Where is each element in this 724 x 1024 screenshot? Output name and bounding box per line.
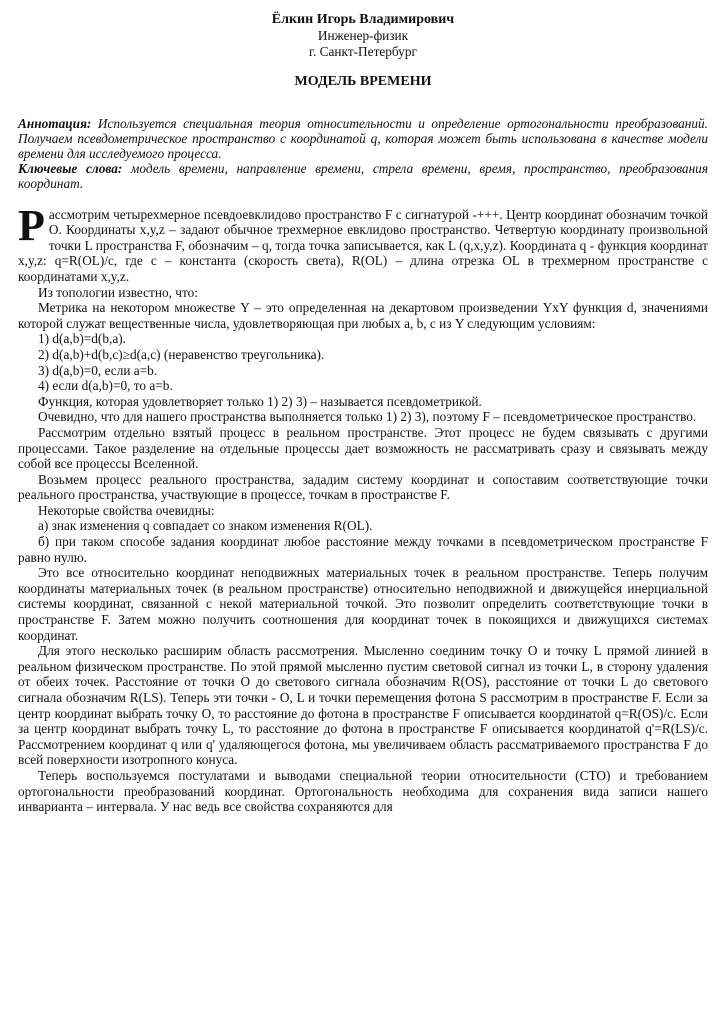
paragraph: Функция, которая удовлетворяет только 1) 2) 3) – называется псевдометрикой. bbox=[38, 393, 482, 409]
paragraph: Некоторые свойства очевидны: bbox=[38, 502, 215, 518]
paper-title: МОДЕЛЬ ВРЕМЕНИ bbox=[294, 74, 432, 89]
author-name: Ёлкин Игорь Владимирович bbox=[271, 12, 455, 27]
abstract-text: Используется специальная теория относительности и определение ортогональности преобразований. Получаем псевдометрическое пространство с координатой q, которая может быть использована в качестве модели времени для исследуемого процесса. bbox=[18, 115, 708, 161]
abstract bbox=[18, 116, 708, 161]
paragraph-intro-text: ассмотрим четырехмерное псевдоевклидово пространство F с сигнатурой -+++. Центр координат обозначим точкой О. Координаты x,y,z – задают обычное трехмерное евклидово пространство. Четвертую координату произвольной точки L пространства F, обозначим – q, тогда точка записывается, как L (q,x,y,z). Координата q - функция координат x,y,z: q=R(OL)/c, где с – константа (скорость света), R(OL) – длина отрезка OL в трехмерном пространстве с координатами x,y,z. bbox=[18, 206, 708, 284]
paragraph: Рассмотрим отдельно взятый процесс в реальном пространстве. Этот процесс не будем связывать с другими процессами. Такое разделение на отдельные процессы дает возможность не рассматривать сразу и связывать между собой все процессы Вселенной. bbox=[18, 424, 708, 472]
paragraph: Теперь воспользуемся постулатами и выводами специальной теории относительности (СТО) и требованием ортогональности преобразований координат. Ортогональность необходима для сохранения вида записи нашего инварианта – интервала. У нас ведь все свойства сохраняются для bbox=[18, 767, 708, 815]
list-item: 2) d(a,b)+d(b,c)≥d(a,c) (неравенство треугольника). bbox=[38, 346, 325, 362]
keywords-text: модель времени, направление времени, стрела времени, время, пространство, преобразования координат. bbox=[18, 160, 709, 191]
paragraph: б) при таком способе задания координат любое расстояние между точками в псевдометрическом пространстве F равно нулю. bbox=[18, 534, 708, 565]
list-item: 1) d(a,b)=d(b,a). bbox=[38, 331, 126, 347]
list-item: 3) d(a,b)=0, если a=b. bbox=[38, 362, 158, 378]
keywords-label: Ключевые слова: bbox=[18, 160, 123, 176]
author-position: Инженер-физик bbox=[317, 28, 409, 43]
paragraph: Из топологии известно, что: bbox=[38, 284, 198, 300]
paragraph: а) знак изменения q совпадает со знаком изменения R(OL). bbox=[38, 518, 373, 534]
paragraph: Это все относительно координат неподвижных материальных точек в реальном пространстве. Теперь получим координаты материальных точек (в реальном пространстве) относительно неподвижной и движущейся инерциальной системы координат, связанной с некой материальной точкой. Это позволит определить соответствующие точки в пространстве F. Затем можно получить соотношения для координат точек в покоящихся и движущихся системах координат. bbox=[18, 565, 708, 643]
list-item: 4) если d(a,b)=0, то a=b. bbox=[38, 378, 173, 394]
paragraph: Возьмем процесс реального пространства, зададим систему координат и сопоставим соответствующие точки реального пространства, участвующие в процессе, точкам в пространстве F. bbox=[18, 471, 708, 503]
abstract-label: Аннотация: bbox=[18, 115, 92, 131]
author-city: г. Санкт-Петербург bbox=[309, 44, 417, 59]
drop-cap: Р bbox=[18, 200, 45, 250]
paragraph: Метрика на некотором множестве Y – это определенная на декартовом произведении YxY функция d, значениями которой служат вещественные числа, удовлетворяющая при любых a, b, c из Y следующим условиям: bbox=[18, 300, 708, 331]
paragraph: Очевидно, что для нашего пространства выполняется только 1) 2) 3), поэтому F – псевдометрическое пространство. bbox=[38, 409, 697, 425]
paragraph-intro bbox=[18, 200, 708, 285]
keywords bbox=[18, 161, 708, 191]
paragraph: Для этого несколько расширим область рассмотрения. Мысленно соединим точку О и точку L прямой линией в реальном физическом пространстве. По этой прямой мысленно пустим световой сигнал из точки L, в сторону удаления от обеих точек. Расстояние от точки О до светового сигнала обозначим R(OS), расстояние от точки L до светового сигнала обозначим R(LS). Теперь эти точки - О, L и точки перемещения фотона S рассмотрим в пространстве F. Если за центр координат выбрать точку О, то расстояние до фотона в пространстве F описывается координатой q=R(OS)/c. Если за центр координат выбрать точку L, то расстояние до фотона в пространстве F описывается координатой q'=R(LS)/c. Рассмотрением координат q или q' удаляющегося фотона, мы увеличиваем область рассматриваемого пространства F до всей поверхности изотропного конуса. bbox=[18, 643, 708, 768]
